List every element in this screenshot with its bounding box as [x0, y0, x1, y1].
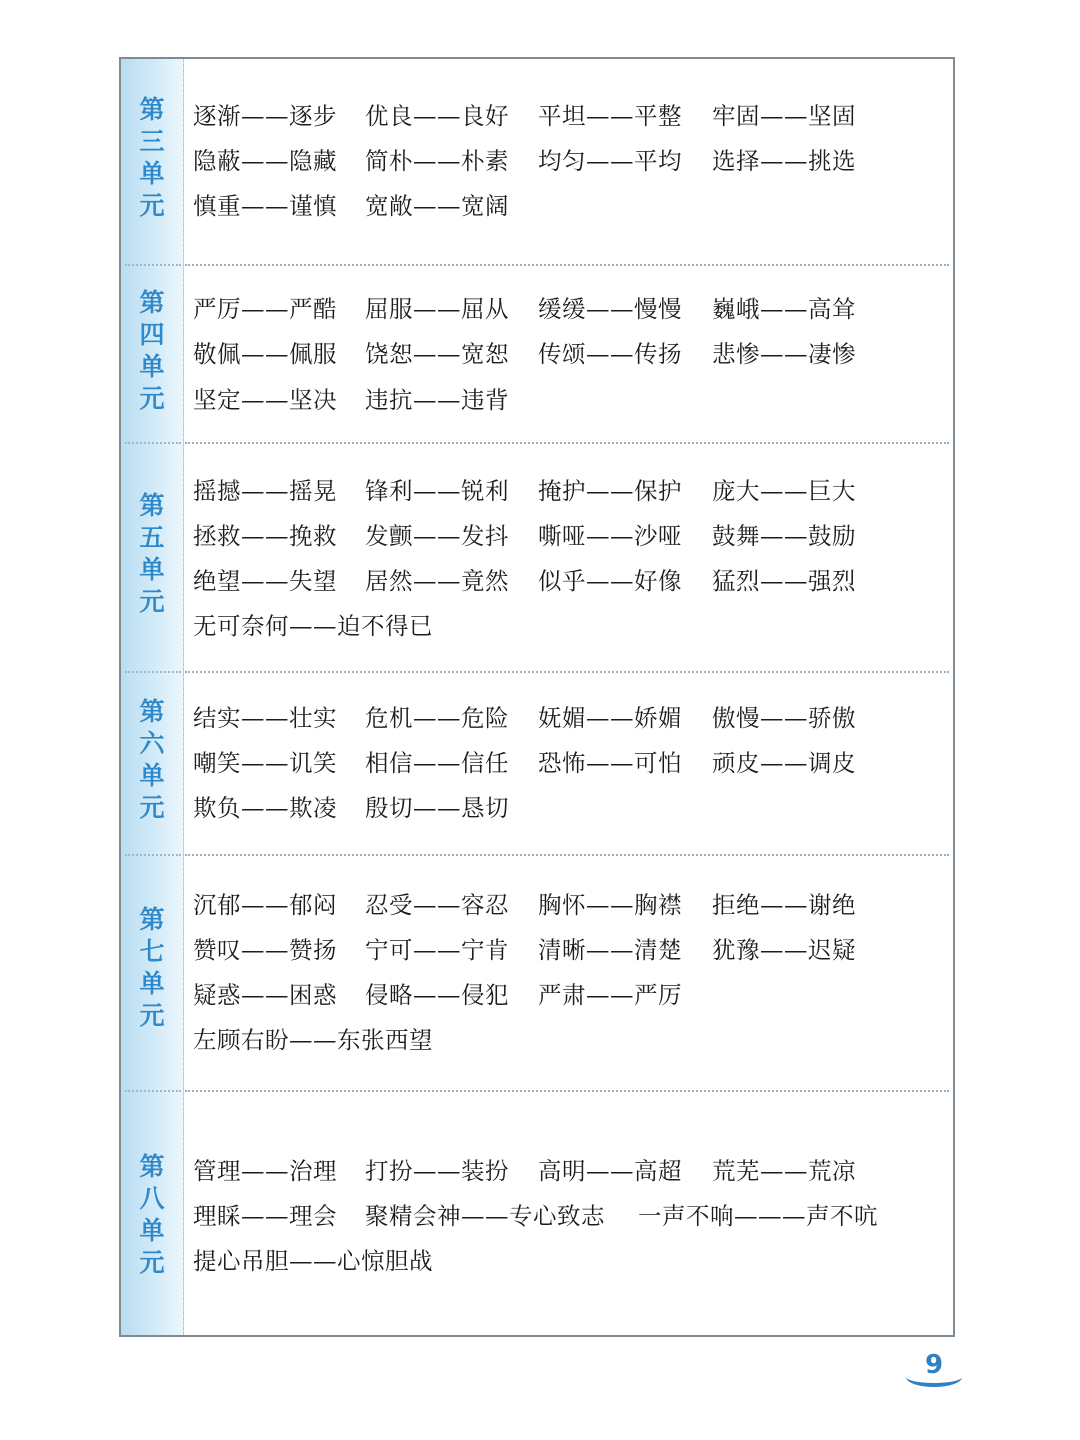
synonym-pair: 高明——高超 — [538, 1157, 682, 1185]
unit-3-label-char: 元 — [139, 191, 165, 220]
unit-7-label-char: 第 — [139, 905, 165, 934]
synonym-pair: 左顾右盼——东张西望 — [193, 1026, 433, 1054]
synonym-pair: 理睬——理会 — [193, 1202, 337, 1230]
unit-3-label-char: 第 — [139, 95, 165, 124]
synonym-pair: 坚定——坚决 — [193, 386, 337, 414]
synonym-pair: 屈服——屈从 — [365, 295, 509, 323]
synonym-pair: 严肃——严厉 — [538, 981, 682, 1009]
synonym-pair: 恐怖——可怕 — [538, 749, 682, 777]
synonym-pair: 一声不响———声不吭 — [638, 1202, 878, 1230]
unit-divider — [185, 264, 949, 266]
synonym-pair: 居然——竟然 — [365, 567, 509, 595]
synonym-pair: 荒芜——荒凉 — [712, 1157, 856, 1185]
synonym-pair: 严厉——严酷 — [193, 295, 337, 323]
synonym-pair: 巍峨——高耸 — [712, 295, 856, 323]
synonym-pair: 清晰——清楚 — [538, 936, 682, 964]
synonym-pair: 摇撼——摇晃 — [193, 477, 337, 505]
unit-5-label — [121, 490, 183, 618]
synonym-table — [119, 57, 955, 1337]
synonym-pair: 平坦——平整 — [538, 102, 682, 130]
unit-5-label-char: 五 — [139, 523, 165, 552]
unit-8-label — [121, 1151, 183, 1279]
synonym-pair: 相信——信任 — [365, 749, 509, 777]
unit-3-label-char: 三 — [139, 127, 165, 156]
synonym-pair: 聚精会神——专心致志 — [365, 1202, 605, 1230]
unit-divider — [185, 442, 949, 444]
unit-6-label-char: 六 — [139, 729, 165, 758]
unit-4-label-char: 第 — [139, 288, 165, 317]
synonym-pair: 宽敞——宽阔 — [365, 192, 509, 220]
band-divider — [125, 671, 181, 673]
synonym-pair: 结实——壮实 — [193, 704, 337, 732]
synonym-pair: 绝望——失望 — [193, 567, 337, 595]
unit-7-label-char: 单 — [139, 969, 165, 998]
synonym-pair: 均匀——平均 — [538, 147, 682, 175]
synonym-pair: 简朴——朴素 — [365, 147, 509, 175]
synonym-pair: 拒绝——谢绝 — [712, 891, 856, 919]
synonym-pair: 选择——挑选 — [712, 147, 856, 175]
synonym-pair: 傲慢——骄傲 — [712, 704, 856, 732]
unit-6-label-char: 元 — [139, 793, 165, 822]
unit-4-label-char: 单 — [139, 352, 165, 381]
synonym-pair: 饶恕——宽恕 — [365, 340, 509, 368]
synonym-pair: 悲惨——凄惨 — [712, 340, 856, 368]
synonym-pair: 胸怀——胸襟 — [538, 891, 682, 919]
unit-5-label-char: 第 — [139, 491, 165, 520]
band-divider — [125, 854, 181, 856]
unit-3-label — [121, 94, 183, 222]
unit-6-label — [121, 696, 183, 824]
synonym-pair: 慎重——谨慎 — [193, 192, 337, 220]
unit-divider — [185, 1090, 949, 1092]
unit-label-band — [121, 59, 184, 1335]
unit-5-label-char: 元 — [139, 587, 165, 616]
unit-8-label-char: 第 — [139, 1152, 165, 1181]
unit-4-label — [121, 287, 183, 415]
synonym-pair: 违抗——违背 — [365, 386, 509, 414]
synonym-pair: 逐渐——逐步 — [193, 102, 337, 130]
synonym-pair: 嘶哑——沙哑 — [538, 522, 682, 550]
unit-6-label-char: 单 — [139, 761, 165, 790]
unit-8-label-char: 八 — [139, 1184, 165, 1213]
synonym-pair: 似乎——好像 — [538, 567, 682, 595]
unit-7-label-char: 元 — [139, 1001, 165, 1030]
synonym-pair: 赞叹——赞扬 — [193, 936, 337, 964]
synonym-pair: 顽皮——调皮 — [712, 749, 856, 777]
unit-divider — [185, 854, 949, 856]
synonym-pair: 疑惑——困惑 — [193, 981, 337, 1009]
band-divider — [125, 264, 181, 266]
synonym-pair: 牢固——坚固 — [712, 102, 856, 130]
synonym-pair: 殷切——恳切 — [365, 794, 509, 822]
synonym-pair: 嘲笑——讥笑 — [193, 749, 337, 777]
synonym-pair: 敬佩——佩服 — [193, 340, 337, 368]
unit-3-label-char: 单 — [139, 159, 165, 188]
synonym-pair: 欺负——欺凌 — [193, 794, 337, 822]
synonym-pair: 宁可——宁肯 — [365, 936, 509, 964]
synonym-pair: 无可奈何——迫不得已 — [193, 612, 433, 640]
page-number: 9 — [924, 1350, 944, 1380]
synonym-pair: 打扮——装扮 — [365, 1157, 509, 1185]
synonym-pair: 拯救——挽救 — [193, 522, 337, 550]
band-divider — [125, 442, 181, 444]
synonym-pair: 管理——治理 — [193, 1157, 337, 1185]
unit-4-label-char: 四 — [139, 320, 165, 349]
unit-7-label — [121, 904, 183, 1032]
synonym-pair: 危机——危险 — [365, 704, 509, 732]
synonym-pair: 犹豫——迟疑 — [712, 936, 856, 964]
unit-6-label-char: 第 — [139, 697, 165, 726]
synonym-pair: 优良——良好 — [365, 102, 509, 130]
synonym-pair: 庞大——巨大 — [712, 477, 856, 505]
unit-divider — [185, 671, 949, 673]
synonym-pair: 鼓舞——鼓励 — [712, 522, 856, 550]
band-divider — [125, 1090, 181, 1092]
page-number-arc — [906, 1367, 962, 1387]
synonym-pair: 传颂——传扬 — [538, 340, 682, 368]
synonym-pair: 缓缓——慢慢 — [538, 295, 682, 323]
synonym-pair: 锋利——锐利 — [365, 477, 509, 505]
synonym-pair: 提心吊胆——心惊胆战 — [193, 1247, 433, 1275]
synonym-pair: 隐蔽——隐藏 — [193, 147, 337, 175]
synonym-pair: 侵略——侵犯 — [365, 981, 509, 1009]
synonym-pair: 沉郁——郁闷 — [193, 891, 337, 919]
unit-8-label-char: 元 — [139, 1248, 165, 1277]
synonym-pair: 发颤——发抖 — [365, 522, 509, 550]
synonym-pair: 掩护——保护 — [538, 477, 682, 505]
unit-4-label-char: 元 — [139, 384, 165, 413]
unit-8-label-char: 单 — [139, 1216, 165, 1245]
unit-5-label-char: 单 — [139, 555, 165, 584]
synonym-pair: 忍受——容忍 — [365, 891, 509, 919]
synonym-pair: 猛烈——强烈 — [712, 567, 856, 595]
unit-7-label-char: 七 — [139, 937, 165, 966]
synonym-pair: 妩媚——娇媚 — [538, 704, 682, 732]
